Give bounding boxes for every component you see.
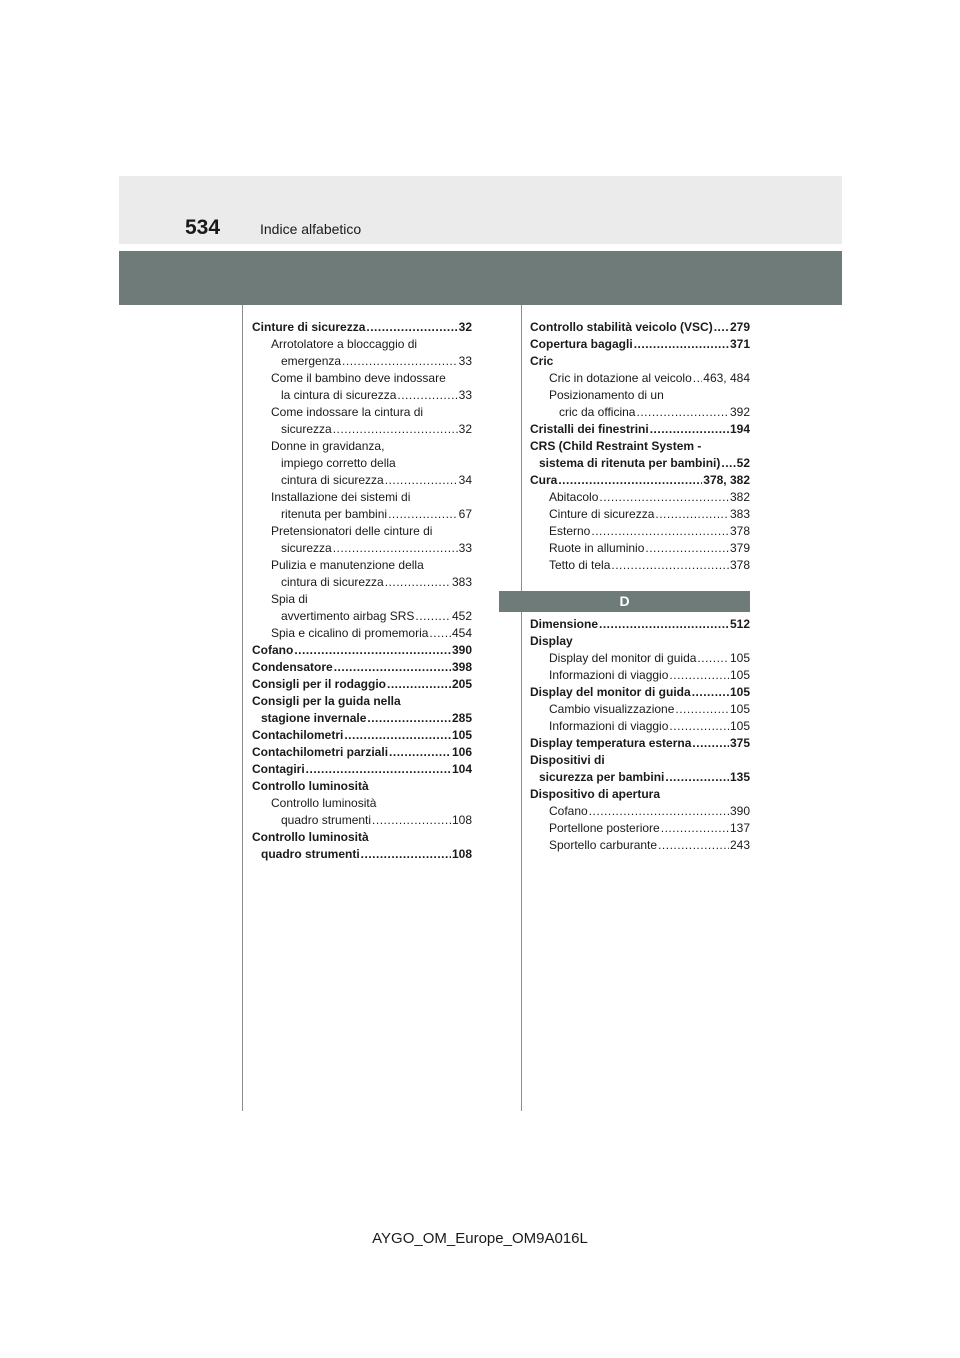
index-entry-page: 105 <box>729 651 750 665</box>
dot-leader <box>669 667 729 684</box>
index-entry-page: 137 <box>729 821 750 835</box>
index-entry-page: 279 <box>729 320 750 334</box>
index-entry <box>530 616 750 633</box>
dot-leader <box>361 846 451 863</box>
index-entry <box>252 676 472 693</box>
dot-leader <box>692 684 729 701</box>
index-entry <box>252 557 472 574</box>
index-entry <box>530 667 750 684</box>
index-entry-label: Informazioni di viaggio <box>549 719 669 733</box>
index-entry-label: Consigli per il rodaggio <box>252 677 387 691</box>
index-column-right-d <box>530 616 750 854</box>
index-entry-label: Informazioni di viaggio <box>549 668 669 682</box>
document-code: AYGO_OM_Europe_OM9A016L <box>372 1230 588 1247</box>
index-entry-label: Dispositivi di <box>530 753 605 767</box>
index-entry-label: Posizionamento di un <box>549 388 664 402</box>
dot-leader <box>665 769 729 786</box>
dot-leader <box>661 820 729 837</box>
index-entry-label: Cristalli dei finestrini <box>530 422 649 436</box>
index-entry-page: 105 <box>729 719 750 733</box>
index-entry <box>252 523 472 540</box>
index-entry-page: 375 <box>729 736 750 750</box>
index-entry-label: Consigli per la guida nella <box>252 694 401 708</box>
index-entry-label: Come indossare la cintura di <box>271 405 424 419</box>
dot-leader <box>650 421 729 438</box>
dot-leader <box>636 404 728 421</box>
dot-leader <box>397 387 457 404</box>
dot-leader <box>692 735 729 752</box>
index-entry <box>252 710 472 727</box>
dot-leader <box>669 718 729 735</box>
dot-leader <box>415 608 451 625</box>
index-entry-page: 379 <box>729 541 750 555</box>
dot-leader <box>366 319 457 336</box>
page-number: 534 <box>185 216 221 239</box>
index-entry-label: Ruote in alluminio <box>549 541 645 555</box>
index-entry <box>252 336 472 353</box>
index-entry-page: 105 <box>451 728 472 742</box>
index-entry-label: Cura <box>530 473 558 487</box>
index-entry <box>530 701 750 718</box>
index-column-right-c <box>530 319 750 574</box>
dot-leader <box>611 557 729 574</box>
index-entry-label: Cric <box>530 354 554 368</box>
index-entry <box>252 778 472 795</box>
dot-leader <box>389 744 451 761</box>
index-entry <box>530 633 750 650</box>
index-entry-label: quadro strumenti <box>281 813 372 827</box>
index-entry <box>252 574 472 591</box>
index-entry-page: 106 <box>451 745 472 759</box>
index-entry <box>530 336 750 353</box>
index-entry <box>252 727 472 744</box>
index-entry-label: Arrotolatore a bloccaggio di <box>271 337 418 351</box>
index-entry <box>252 846 472 863</box>
index-entry-label: cintura di sicurezza <box>281 473 384 487</box>
dot-leader <box>385 472 458 489</box>
index-column-left <box>252 319 472 863</box>
index-entry-label: Controllo luminosità <box>271 796 377 810</box>
index-entry-page: 392 <box>729 405 750 419</box>
index-entry-page: 205 <box>451 677 472 691</box>
index-entry-label: cintura di sicurezza <box>281 575 384 589</box>
section-title: Indice alfabetico <box>260 221 362 237</box>
index-entry-page: 108 <box>451 813 472 827</box>
index-entry-label: Controllo stabilità veicolo (VSC) <box>530 320 713 334</box>
index-entry <box>252 472 472 489</box>
index-entry-label: sicurezza <box>281 422 332 436</box>
index-entry-page: 378, 382 <box>703 473 750 487</box>
dot-leader <box>693 370 703 387</box>
index-entry-label: Donne in gravidanza, <box>271 439 385 453</box>
index-entry-page: 194 <box>729 422 750 436</box>
index-entry-label: Dimensione <box>530 617 599 631</box>
index-entry <box>530 786 750 803</box>
index-entry <box>252 370 472 387</box>
index-entry-label: quadro strumenti <box>261 847 360 861</box>
index-entry <box>252 387 472 404</box>
index-entry <box>530 387 750 404</box>
dot-leader <box>306 761 451 778</box>
dot-leader <box>333 540 458 557</box>
dot-leader <box>589 803 729 820</box>
index-entry-page: 512 <box>729 617 750 631</box>
index-entry-label: Portellone posteriore <box>549 821 660 835</box>
index-entry-page: 398 <box>451 660 472 674</box>
index-entry <box>252 795 472 812</box>
index-entry-page: 452 <box>451 609 472 623</box>
index-entry <box>252 489 472 506</box>
index-entry-label: Pretensionatori delle cinture di <box>271 524 433 538</box>
index-entry <box>252 404 472 421</box>
index-entry-label: impiego corretto della <box>281 456 396 470</box>
index-entry-page: 371 <box>729 337 750 351</box>
dot-leader <box>558 472 702 489</box>
index-entry-label: Display temperatura esterna <box>530 736 692 750</box>
index-entry <box>530 472 750 489</box>
index-entry <box>252 591 472 608</box>
index-entry <box>530 557 750 574</box>
index-entry-label: Installazione dei sistemi di <box>271 490 411 504</box>
dot-leader <box>714 319 729 336</box>
index-entry-label: Cofano <box>252 643 294 657</box>
index-entry-label: la cintura di sicurezza <box>281 388 397 402</box>
index-entry-label: Display del monitor di guida <box>549 651 697 665</box>
index-entry-label: Cofano <box>549 804 588 818</box>
dot-leader <box>387 676 451 693</box>
index-entry <box>252 812 472 829</box>
index-entry <box>530 404 750 421</box>
middle-column-rule <box>521 305 522 1111</box>
header-dark-band <box>119 251 842 305</box>
index-entry-page: 33 <box>458 388 472 402</box>
index-entry-label: Esterno <box>549 524 591 538</box>
index-entry <box>252 455 472 472</box>
index-entry-page: 390 <box>451 643 472 657</box>
index-entry <box>530 820 750 837</box>
index-entry-page: 33 <box>458 541 472 555</box>
dot-leader <box>342 353 458 370</box>
dot-leader <box>344 727 451 744</box>
index-entry <box>530 735 750 752</box>
index-entry-page: 105 <box>729 668 750 682</box>
dot-leader <box>697 650 729 667</box>
index-entry-page: 378 <box>729 524 750 538</box>
index-entry-label: emergenza <box>281 354 342 368</box>
dot-leader <box>333 421 458 438</box>
index-entry-label: avvertimento airbag SRS <box>281 609 415 623</box>
dot-leader <box>599 489 729 506</box>
index-entry-label: stagione invernale <box>261 711 367 725</box>
index-entry-page: 243 <box>729 838 750 852</box>
index-entry <box>530 455 750 472</box>
index-entry-label: Display del monitor di guida <box>530 685 691 699</box>
index-entry <box>530 489 750 506</box>
index-entry-page: 108 <box>451 847 472 861</box>
index-entry <box>252 829 472 846</box>
index-entry-label: Cinture di sicurezza <box>252 320 366 334</box>
index-entry-label: CRS (Child Restraint System - <box>530 439 702 453</box>
dot-leader <box>372 812 451 829</box>
index-entry-page: 285 <box>451 711 472 725</box>
index-entry-label: Controllo luminosità <box>252 830 369 844</box>
index-entry-label: Pulizia e manutenzione della <box>271 558 424 572</box>
dot-leader <box>429 625 451 642</box>
index-entry-label: Spia di <box>271 592 308 606</box>
dot-leader <box>294 642 451 659</box>
index-entry <box>530 752 750 769</box>
index-entry <box>252 744 472 761</box>
dot-leader <box>367 710 451 727</box>
index-entry-label: Tetto di tela <box>549 558 611 572</box>
index-entry <box>252 319 472 336</box>
index-entry-label: Dispositivo di apertura <box>530 787 661 801</box>
dot-leader <box>385 574 451 591</box>
index-entry <box>530 438 750 455</box>
index-entry-page: 32 <box>458 320 472 334</box>
index-entry-page: 454 <box>451 626 472 640</box>
index-entry <box>530 523 750 540</box>
index-entry <box>252 353 472 370</box>
index-entry <box>530 353 750 370</box>
index-entry <box>530 650 750 667</box>
index-entry <box>252 608 472 625</box>
index-entry-label: Controllo luminosità <box>252 779 369 793</box>
index-entry <box>252 540 472 557</box>
index-entry-label: Sportello carburante <box>549 838 658 852</box>
index-entry-label: Contachilometri parziali <box>252 745 389 759</box>
index-entry <box>530 718 750 735</box>
letter-heading-d: D <box>499 591 750 612</box>
index-entry-label: ritenuta per bambini <box>281 507 388 521</box>
index-entry-label: Copertura bagagli <box>530 337 633 351</box>
index-entry-page: 67 <box>458 507 472 521</box>
index-entry <box>530 769 750 786</box>
index-entry <box>252 693 472 710</box>
index-entry-page: 390 <box>729 804 750 818</box>
index-entry-page: 105 <box>729 685 750 699</box>
dot-leader <box>658 837 729 854</box>
dot-leader <box>645 540 729 557</box>
index-entry-page: 383 <box>451 575 472 589</box>
index-entry-label: Display <box>530 634 573 648</box>
index-entry <box>530 421 750 438</box>
index-entry <box>252 659 472 676</box>
index-entry <box>530 684 750 701</box>
index-entry <box>530 506 750 523</box>
index-entry <box>252 421 472 438</box>
index-entry <box>530 319 750 336</box>
index-entry <box>252 761 472 778</box>
dot-leader <box>591 523 729 540</box>
index-entry <box>252 625 472 642</box>
dot-leader <box>634 336 729 353</box>
index-entry-page: 378 <box>729 558 750 572</box>
index-entry <box>252 506 472 523</box>
dot-leader <box>334 659 451 676</box>
index-entry-label: Abitacolo <box>549 490 599 504</box>
index-entry-page: 383 <box>729 507 750 521</box>
index-entry-label: Contachilometri <box>252 728 344 742</box>
index-entry <box>252 642 472 659</box>
index-entry-label: Condensatore <box>252 660 333 674</box>
dot-leader <box>599 616 729 633</box>
index-entry-label: sicurezza per bambini <box>539 770 665 784</box>
index-entry-page: 33 <box>458 354 472 368</box>
index-entry-label: Cambio visualizzazione <box>549 702 675 716</box>
index-entry-page: 105 <box>729 702 750 716</box>
index-entry <box>530 837 750 854</box>
index-entry-page: 34 <box>458 473 472 487</box>
index-entry-label: Come il bambino deve indossare <box>271 371 446 385</box>
header-band <box>119 176 842 244</box>
left-column-rule <box>242 305 243 1111</box>
index-entry <box>530 370 750 387</box>
index-entry-page: 32 <box>458 422 472 436</box>
index-entry-page: 463, 484 <box>703 371 750 385</box>
index-entry-page: 52 <box>736 456 750 470</box>
dot-leader <box>655 506 729 523</box>
index-entry-label: Spia e cicalino di promemoria <box>271 626 429 640</box>
index-entry-label: Cric in dotazione al veicolo <box>549 371 692 385</box>
dot-leader <box>388 506 458 523</box>
index-entry <box>530 803 750 820</box>
index-entry-label: sistema di ritenuta per bambini) <box>539 456 721 470</box>
dot-leader <box>721 455 735 472</box>
dot-leader <box>675 701 729 718</box>
index-entry-page: 135 <box>729 770 750 784</box>
index-entry <box>530 540 750 557</box>
index-entry-label: Cinture di sicurezza <box>549 507 655 521</box>
index-entry-label: sicurezza <box>281 541 332 555</box>
index-entry-label: cric da officina <box>559 405 636 419</box>
index-entry-label: Contagiri <box>252 762 305 776</box>
index-entry-page: 382 <box>729 490 750 504</box>
index-entry-page: 104 <box>451 762 472 776</box>
index-entry <box>252 438 472 455</box>
